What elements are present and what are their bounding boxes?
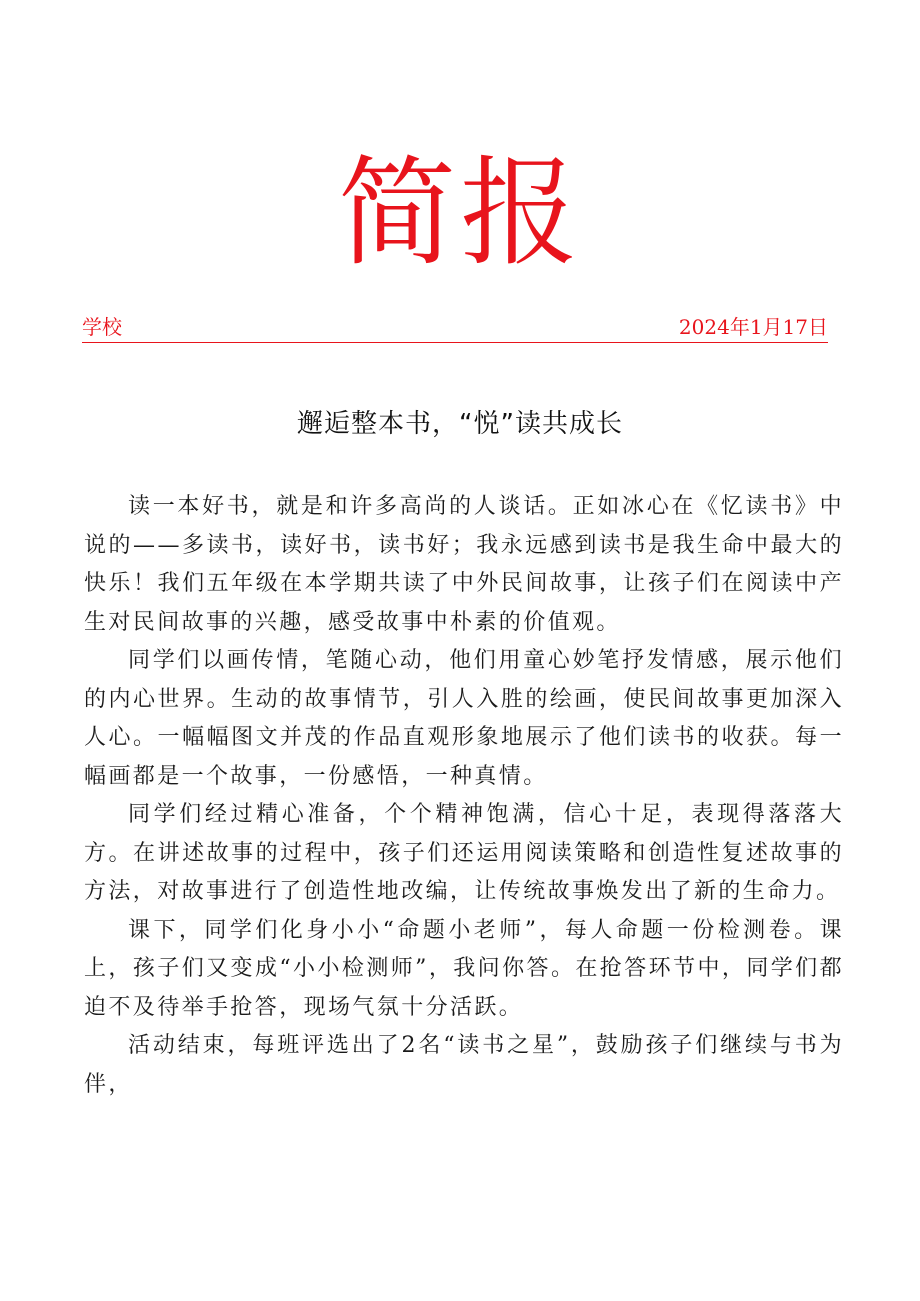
article-body — [84, 488, 844, 1104]
paragraph-1: 读一本好书，就是和许多高尚的人谈话。正如冰心在《忆读书》中说的——多读书，读好书，读书好；我永远感到读书是我生命中最大的快乐！我们五年级在本学期共读了中外民间故事，让孩子们在阅读中产生对民间故事的兴趣，感受故事中朴素的价值观。 — [84, 494, 844, 635]
issue-date: 2024年1月17日 — [678, 315, 828, 339]
school-label: 学校 — [82, 315, 122, 339]
paragraph-3: 同学们经过精心准备，个个精神饱满，信心十足，表现得落落大方。在讲述故事的过程中，孩子们还运用阅读策略和创造性复述故事的方法，对故事进行了创造性地改编，让传统故事焕发出了新的生命力。 — [84, 802, 844, 904]
paragraph-4: 课下，同学们化身小小“命题小老师”，每人命题一份检测卷。课上，孩子们又变成“小小检测师”，我问你答。在抢答环节中，同学们都迫不及待举手抢答，现场气氛十分活跃。 — [84, 917, 844, 1020]
paragraph-5: 活动结束，每班评选出了2名“读书之星”，鼓励孩子们继续与书为伴， — [84, 1033, 844, 1097]
masthead-title: 简报 — [337, 144, 582, 282]
info-line — [82, 312, 828, 343]
article-title: 邂逅整本书，“悦”读共成长 — [297, 409, 623, 439]
paragraph-2: 同学们以画传情，笔随心动，他们用童心妙笔抒发情感，展示他们的内心世界。生动的故事情节，引人入胜的绘画，使民间故事更加深入人心。一幅幅图文并茂的作品直观形象地展示了他们读书的收获。每一幅画都是一个故事，一份感悟，一种真情。 — [84, 648, 844, 789]
